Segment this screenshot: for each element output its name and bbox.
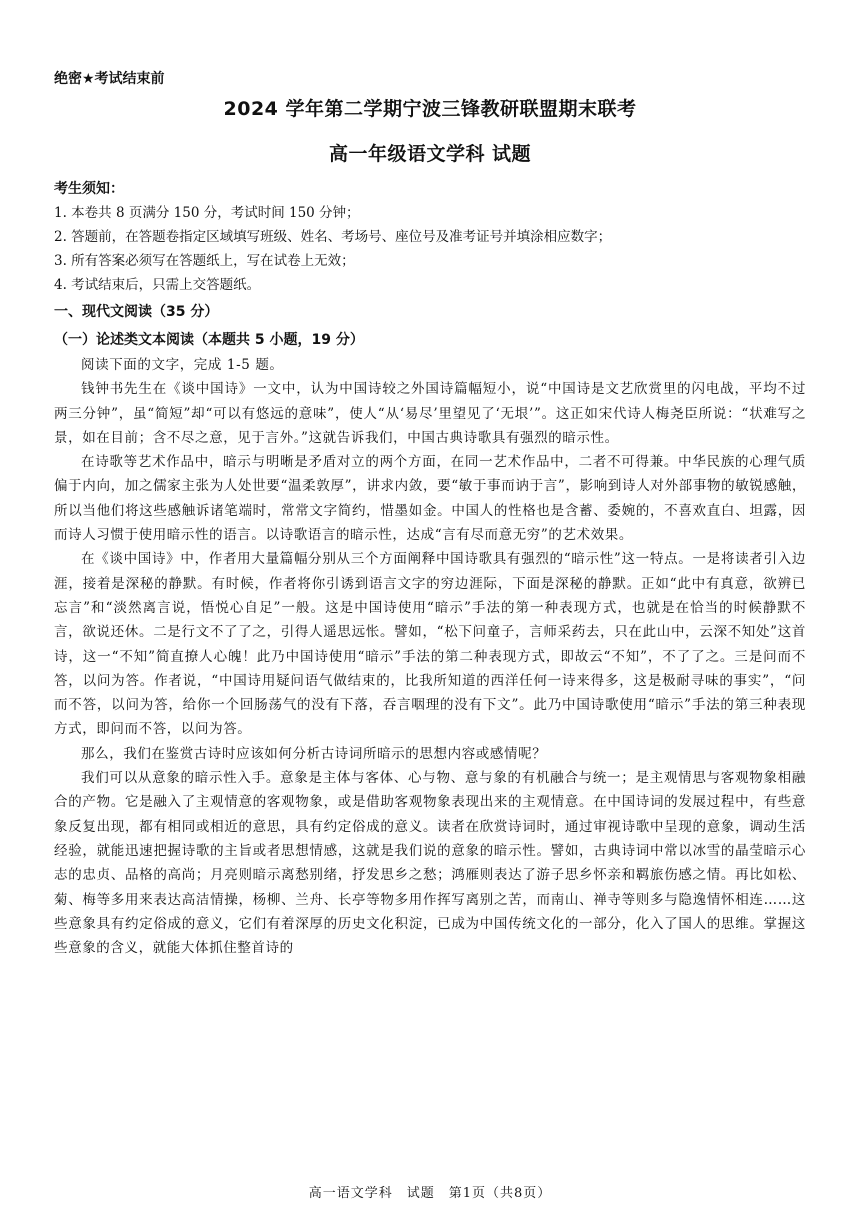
body-paragraph: 在诗歌等艺术作品中，暗示与明晰是矛盾对立的两个方面，在同一艺术作品中，二者不可得兼。中华民族的心理气质偏于内向，加之儒家主张为人处世要“温柔敦厚”，讲求内敛，要“敏于事而讷于言”，影响到诗人对外部事物的敏锐感触，所以当他们将这些感触诉诸笔端时，常常文字简约，惜墨如金。中国人的性格也是含蓄、委婉的，不喜欢直白、坦露，因而诗人习惯于使用暗示性的语言。以诗歌语言的暗示性，达成“言有尽而意无穷”的艺术效果。 [54, 454, 806, 544]
body-paragraph: 那么，我们在鉴赏古诗时应该如何分析古诗词所暗示的思想内容或感情呢？ [81, 745, 547, 762]
notice-item: 3. 所有答案必须写在答题纸上，写在试卷上无效； [54, 253, 355, 269]
notice-item: 4. 考试结束后，只需上交答题纸。 [54, 277, 261, 293]
body-paragraph: 我们可以从意象的暗示性入手。意象是主体与客体、心与物、意与象的有机融合与统一；是主观情思与客观物象相融合的产物。它是融入了主观情意的客观物象，或是借助客观物象表现出来的主观情意。在中国诗词的发展过程中，有些意象反复出现，都有相同或相近的意思，具有约定俗成的意义。读者在欣赏诗词时，通过审视诗歌中呈现的意象，调动生活经验，就能迅速把握诗歌的主旨或者思想情感，这就是我们说的意象的暗示性。譬如，古典诗词中常以冰雪的晶莹暗示心志的忠贞、品格的高尚；月亮则暗示离愁别绪，抒发思乡之愁；鸿雁则表达了游子思乡怀亲和羁旅伤感之情。再比如松、菊、梅等多用来表达高洁情操，杨柳、兰舟、长亭等物多用作挥写离别之苦，而南山、禅寺等则多与隐逸情怀相连……这些意象具有约定俗成的意义，它们有着深厚的历史文化积淀，已成为中国传统文化的一部分，化入了国人的思维。掌握这些意象的含义，就能大体抓住整首诗的 [54, 770, 806, 957]
confidential-label: 绝密★考试结束前 [54, 71, 165, 87]
section-heading: 一、现代文阅读（35 分） [54, 304, 219, 320]
notice-item: 2. 答题前，在答题卷指定区域填写班级、姓名、考场号、座位号及准考证号并填涂相应数字； [54, 229, 612, 245]
exam-subtitle: 高一年级语文学科 试题 [328, 143, 532, 165]
body-paragraph: 在《谈中国诗》中，作者用大量篇幅分别从三个方面阐释中国诗歌具有强烈的“暗示性”这一特点。一是将读者引入边涯，接着是深秘的静默。有时候，作者将你引诱到语言文字的穷边涯际，下面是深秘的静默。正如“此中有真意，欲辨已忘言”和“淡然离言说，悟悦心自足”一般。这是中国诗使用“暗示”手法的第一种表现方式，也就是在恰当的时候静默不言，欲说还休。二是行文不了了之，引得人遥思远怅。譬如，“松下问童子，言师采药去，只在此山中，云深不知处”这首诗，这一“不知”简直撩人心魄！此乃中国诗使用“暗示”手法的第二种表现方式，即故云“不知”，不了了之。三是问而不答，以问为答。作者说，“中国诗用疑问语气做结束的，比我所知道的西洋任何一诗来得多，这是极耐寻味的事实”，“问而不答，以问为答，给你一个回肠荡气的没有下落，吞言咽理的没有下文”。此乃中国诗歌使用“暗示”手法的第三种表现方式，即问而不答，以问为答。 [54, 551, 806, 738]
notice-heading: 考生须知： [54, 181, 124, 197]
body-paragraph: 钱钟书先生在《谈中国诗》一文中，认为中国诗较之外国诗篇幅短小，说“中国诗是文艺欣赏里的闪电战，平均不过两三分钟”，虽“简短”却“可以有悠远的意味”，使人“从‘易尽’里望见了‘无垠’”。这正如宋代诗人梅尧臣所说：“状难写之景，如在目前；含不尽之意，见于言外。”这就告诉我们，中国古典诗歌具有强烈的暗示性。 [54, 381, 806, 446]
notice-item: 1. 本卷共 8 页满分 150 分，考试时间 150 分钟； [54, 205, 360, 221]
subsection-heading: （一）论述类文本阅读（本题共 5 小题，19 分） [54, 332, 364, 348]
page-footer: 高一语文学科 试题 第1页（共8页） [308, 1186, 552, 1201]
instruction-paragraph: 阅读下面的文字，完成 1-5 题。 [81, 357, 284, 373]
exam-title: 2024 学年第二学期宁波三锋教研联盟期末联考 [223, 98, 637, 120]
